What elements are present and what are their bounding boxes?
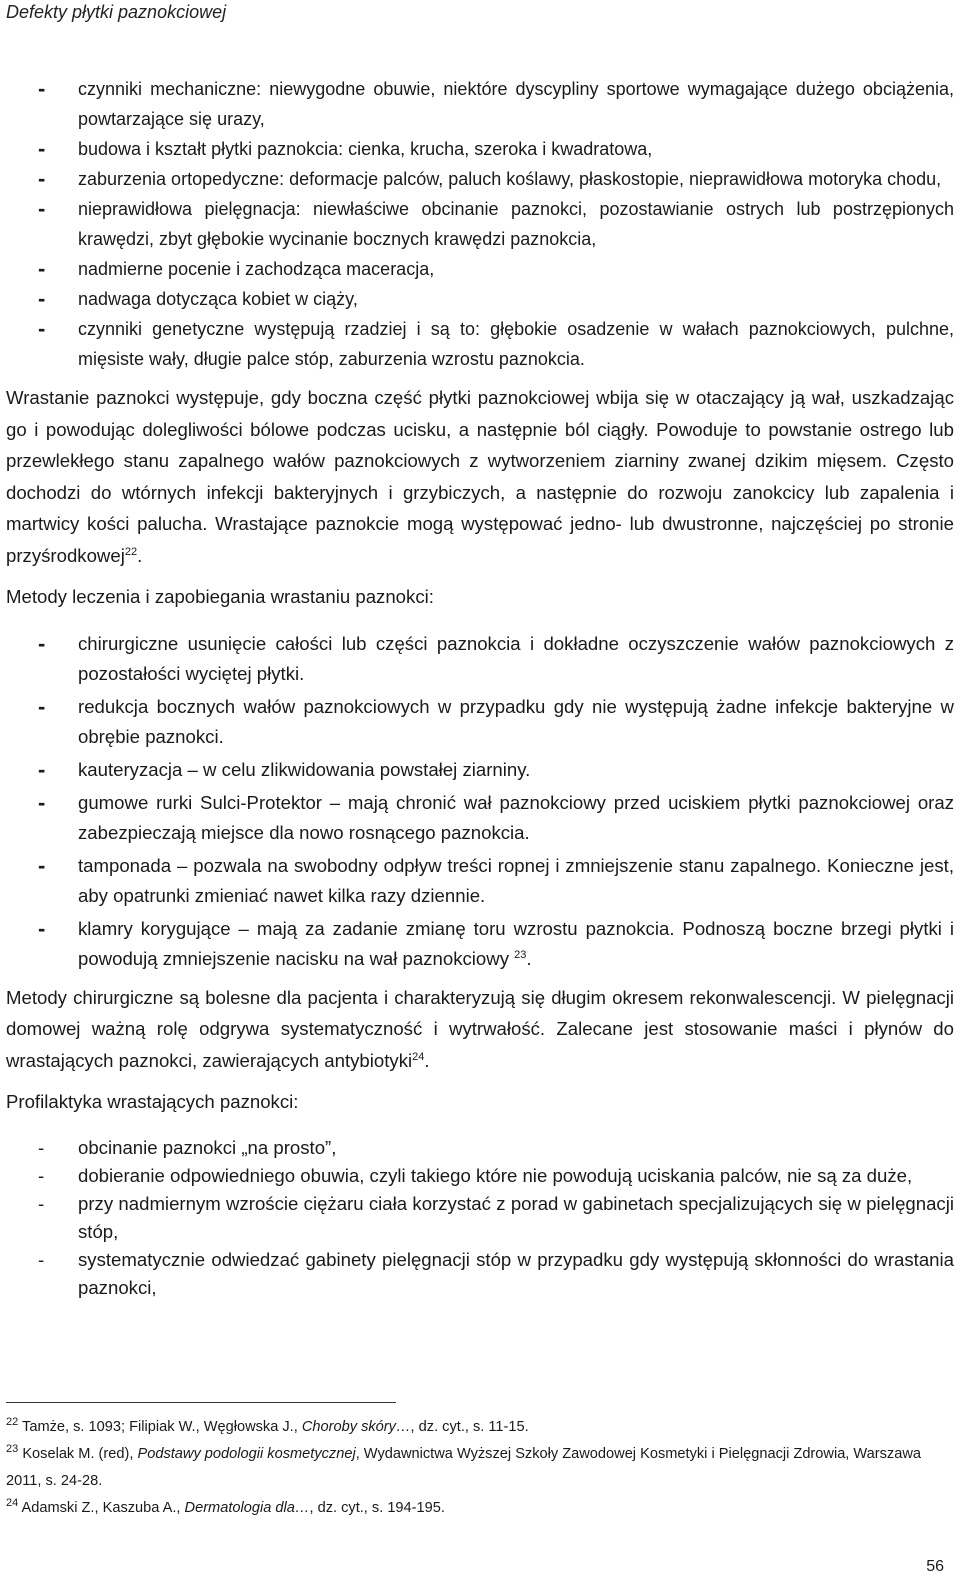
list-item-text: czynniki genetyczne występują rzadziej i są to: głębokie osadzenie w wałach paznokciowych, pulchne, mięsiste wały, długie palce stóp, zaburzenia wzrostu paznokcia.: [78, 319, 954, 369]
bullet-dash: -: [38, 1136, 45, 1158]
list-item: [6, 1246, 954, 1302]
bullet-dash: -: [38, 166, 46, 191]
list-item: [6, 1190, 954, 1246]
bullet-dash: -: [38, 693, 46, 719]
footnote-text: , dz. cyt., s. 194-195.: [309, 1500, 445, 1516]
bullet-dash: -: [38, 1248, 45, 1270]
list-item-text: budowa i kształt płytki paznokcia: cienka, krucha, szeroka i kwadratowa,: [78, 139, 653, 159]
paragraph-surgery: [6, 982, 954, 1077]
treatment-list: [6, 629, 954, 974]
list-item-text: zaburzenia ortopedyczne: deformacje palców, paluch koślawy, płaskostopie, nieprawidłowa motoryka chodu,: [78, 169, 942, 189]
paragraph-text: Wrastanie paznokci występuje, gdy boczna część płytki paznokciowej wbija się w otaczający ją wał, uszkadzając go i powodując dolegliwości bólowe podczas ucisku, a następnie ból ciągły. Powoduje to powstanie ostrego lub przewlekłego stanu zapalnego wałów paznokciowych z wytworzeniem ziarniny zwanej dzikim mięsem. Często dochodzi do wtórnych infekcji bakteryjnych i grzybiczych, a następnie do rozwoju zanokcicy lub zapalenia i martwicy kości palucha. Wrastające paznokcie mogą występować jedno- lub dwustronne, najczęściej po stronie przyśrodkowej: [6, 387, 954, 566]
section-heading-treatment: Metody leczenia i zapobiegania wrastaniu paznokci:: [6, 586, 434, 607]
footnote-title: Dermatologia dla…: [184, 1500, 310, 1516]
prevention-list: [6, 1134, 954, 1302]
list-item: [6, 851, 954, 911]
list-item: [6, 134, 954, 164]
footnote-text: , Wydawnictwa Wyższej Szkoły Zawodowej Kosmetyki i Pielęgnacji Zdrowia, Warszawa 2011, s. 24-28.: [6, 1446, 921, 1489]
paragraph-end: .: [424, 1049, 430, 1071]
list-item: [6, 1134, 954, 1162]
bullet-dash: -: [38, 852, 46, 878]
list-item: [6, 164, 954, 194]
list-item-text: kauteryzacja – w celu zlikwidowania powstałej ziarniny.: [78, 758, 531, 780]
page-body: [6, 74, 954, 1302]
paragraph-text: Metody chirurgiczne są bolesne dla pacjenta i charakteryzują się długim okresem rekonwalescencji. W pielęgnacji domowej ważną rolę odgrywa systematyczność i wytrwałość. Zalecane jest stosowanie maści i płynów do wrastających paznokci, zawierających antybiotyki: [6, 986, 954, 1071]
bullet-dash: -: [38, 756, 46, 782]
bullet-dash: -: [38, 286, 46, 311]
bullet-dash: -: [38, 256, 46, 281]
list-item: [6, 755, 954, 785]
footnote-ref[interactable]: 24: [412, 1050, 425, 1063]
bullet-dash: -: [38, 630, 46, 656]
bullet-dash: -: [38, 76, 46, 101]
list-item-text: gumowe rurki Sulci-Protektor – mają chronić wał paznokciowy przed uciskiem płytki paznokciowej oraz zabezpieczają miejsce dla nowo rosnącego paznokcia.: [78, 791, 954, 843]
list-item-end: .: [526, 947, 532, 969]
list-item-text: dobieranie odpowiedniego obuwia, czyli takiego które nie powodują uciskania palców, nie są za duże,: [78, 1164, 913, 1186]
footnote-title: Choroby skóry…: [301, 1419, 411, 1435]
footnote-title: Podstawy podologii kosmetycznej: [137, 1446, 356, 1462]
list-item: [6, 692, 954, 752]
list-item-text: przy nadmiernym wzroście ciężaru ciała korzystać z porad w gabinetach specjalizujących się w pielęgnacji stóp,: [78, 1192, 954, 1242]
list-item-text: redukcja bocznych wałów paznokciowych w przypadku gdy nie występują żadne infekcje bakteryjne w obrębie paznokci.: [78, 695, 954, 747]
list-item-text: chirurgiczne usunięcie całości lub części paznokcia i dokładne oczyszczenie wałów paznokciowych z pozostałości wyciętej płytki.: [78, 632, 954, 684]
footnote-text: Tamże, s. 1093; Filipiak W., Węgłowska J.,: [22, 1419, 302, 1435]
footnote-number: 22: [6, 1416, 19, 1429]
list-item-text: klamry korygujące – mają za zadanie zmianę toru wzrostu paznokcia. Podnoszą boczne brzegi płytki i powodują zmniejszenie nacisku na wał paznokciowy: [78, 917, 954, 969]
running-header: Defekty płytki paznokciowej: [6, 2, 227, 22]
causes-list: [6, 74, 954, 374]
bullet-dash: -: [38, 196, 46, 221]
list-item: [6, 254, 954, 284]
bullet-dash: -: [38, 1192, 45, 1214]
list-item: [6, 629, 954, 689]
list-item: [6, 194, 954, 254]
bullet-dash: -: [38, 316, 46, 341]
list-item-text: nadmierne pocenie i zachodząca maceracja,: [78, 259, 435, 279]
page-number: 56: [926, 1558, 944, 1575]
list-item: [6, 74, 954, 134]
list-item: [6, 1162, 954, 1190]
bullet-dash: -: [38, 915, 46, 941]
list-item-text: systematycznie odwiedzać gabinety pielęgnacji stóp w przypadku gdy występują skłonności do wrastania paznokci,: [78, 1248, 954, 1298]
list-item: [6, 314, 954, 374]
bullet-dash: -: [38, 789, 46, 815]
footnote: [6, 1495, 946, 1522]
footnote-text: Koselak M. (red),: [22, 1446, 138, 1462]
footnote-number: 23: [6, 1443, 19, 1456]
paragraph-end: .: [137, 544, 143, 566]
footnote-divider: [6, 1402, 396, 1403]
bullet-dash: -: [38, 136, 46, 161]
list-item: [6, 788, 954, 848]
list-item-text: tamponada – pozwala na swobodny odpływ treści ropnej i zmniejszenie stanu zapalnego. Konieczne jest, aby opatrunki zmieniać nawet kilka razy dziennie.: [78, 854, 954, 906]
footnotes: [6, 1414, 946, 1522]
footnote-text: Adamski Z., Kaszuba A.,: [21, 1500, 185, 1516]
bullet-dash: -: [38, 1164, 45, 1186]
footnote-ref[interactable]: 22: [124, 545, 138, 558]
list-item: [6, 914, 954, 974]
paragraph-ingrowth: [6, 382, 954, 571]
footnote-text: , dz. cyt., s. 11-15.: [410, 1419, 529, 1435]
list-item-text: czynniki mechaniczne: niewygodne obuwie, niektóre dyscypliny sportowe wymagające dużego obciążenia, powtarzające się urazy,: [78, 79, 954, 129]
footnote-ref[interactable]: 23: [514, 948, 527, 961]
footnote-number: 24: [6, 1497, 19, 1510]
footnote: [6, 1441, 946, 1495]
list-item-text: obcinanie paznokci „na prosto”,: [78, 1136, 337, 1158]
list-item-text: nieprawidłowa pielęgnacja: niewłaściwe obcinanie paznokci, pozostawianie ostrych lub postrzępionych krawędzi, zbyt głębokie wycinanie bocznych krawędzi paznokcia,: [78, 199, 954, 249]
list-item: [6, 284, 954, 314]
section-heading-prevention: Profilaktyka wrastających paznokci:: [6, 1091, 299, 1112]
list-item-text: nadwaga dotycząca kobiet w ciąży,: [78, 289, 358, 309]
footnote: [6, 1414, 946, 1441]
